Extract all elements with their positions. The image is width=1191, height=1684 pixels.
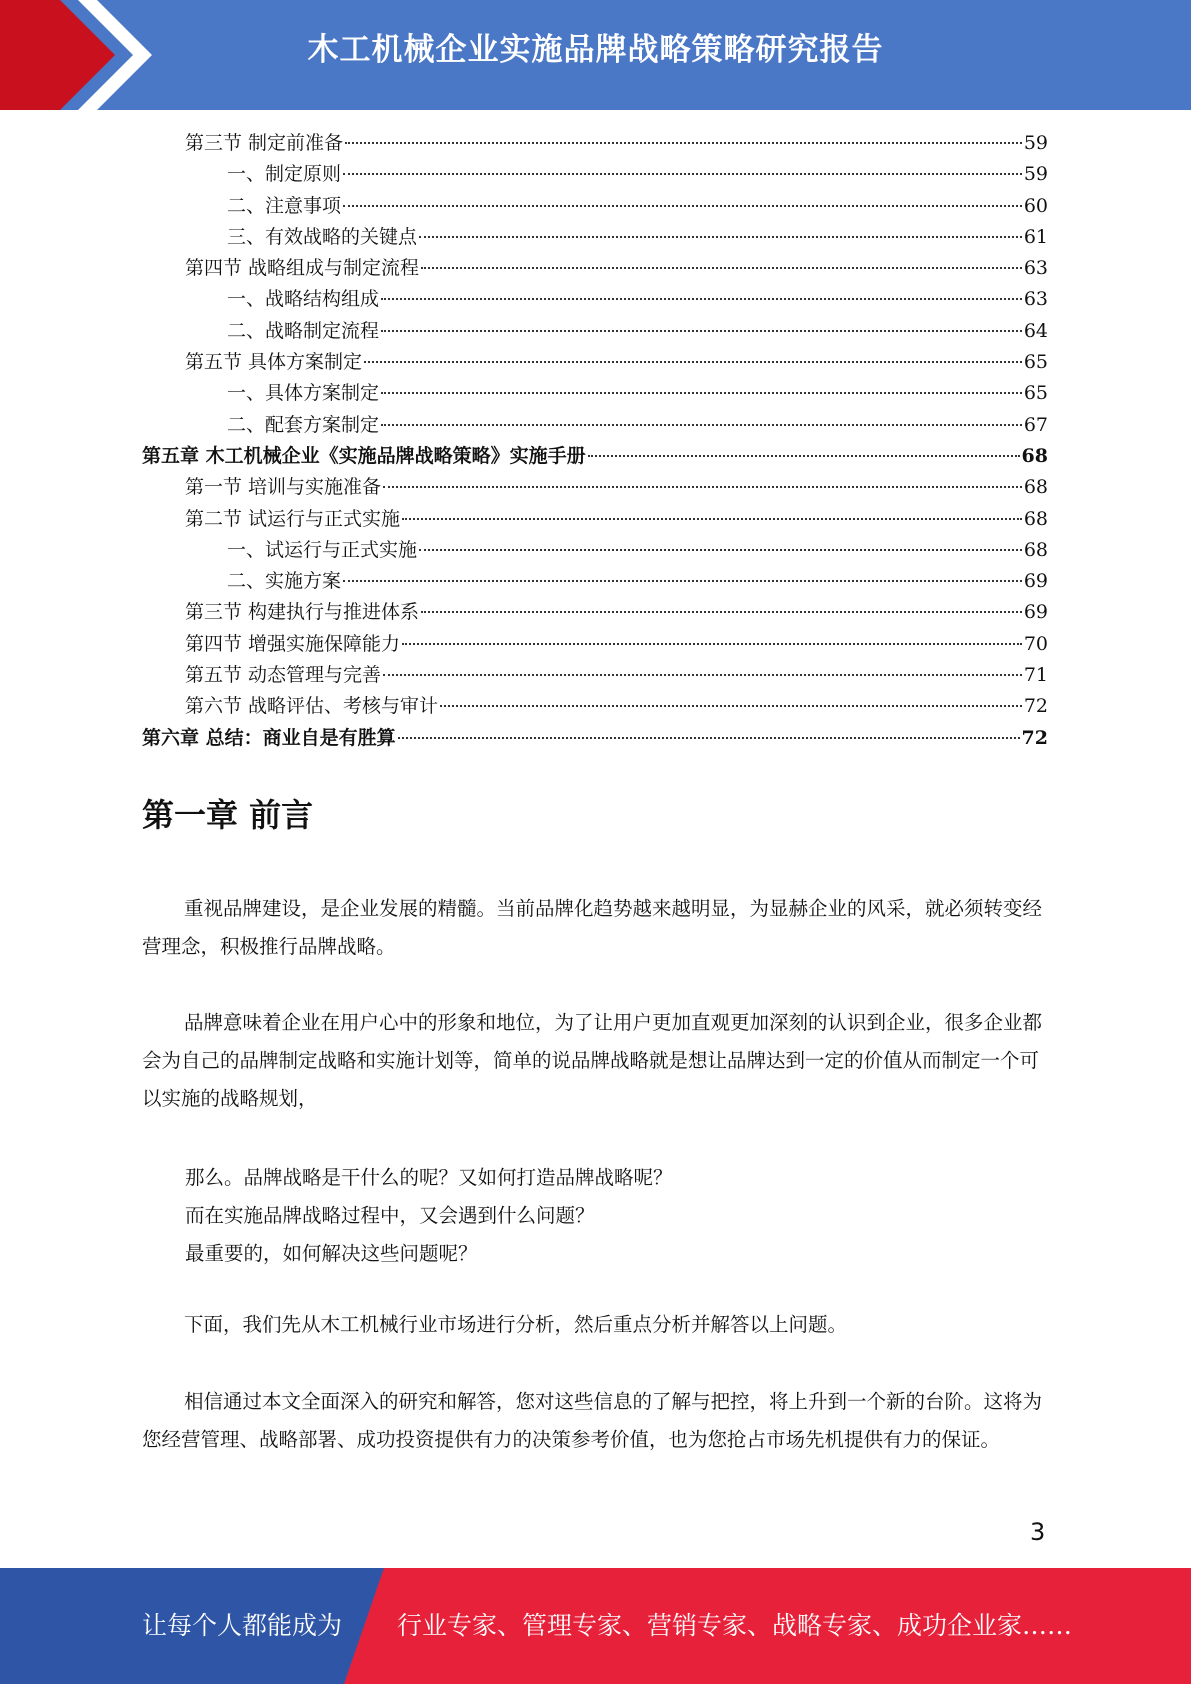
toc-dot-leader (381, 298, 1022, 300)
toc-entry-title: 第三节 构建执行与推进体系 (185, 601, 420, 624)
toc-dot-leader (402, 518, 1022, 520)
table-of-contents (142, 128, 1048, 754)
toc-entry-title: 二、实施方案 (227, 570, 342, 593)
toc-entry-page: 65 (1023, 351, 1048, 374)
paragraph-4: 相信通过本文全面深入的研究和解答，您对这些信息的了解与把控，将上升到一个新的台阶。这将为您经营管理、战略部署、成功投资提供有力的决策参考价值，也为您抢占市场先机提供有力的保证。 (142, 1390, 1043, 1451)
toc-entry[interactable] (142, 660, 1048, 691)
toc-entry[interactable] (142, 128, 1048, 159)
toc-entry-title: 二、战略制定流程 (227, 319, 380, 342)
toc-entry-page: 63 (1023, 257, 1048, 280)
toc-dot-leader (419, 549, 1022, 551)
toc-entry[interactable] (142, 441, 1048, 472)
toc-entry-title: 一、制定原则 (227, 163, 342, 186)
toc-entry[interactable] (142, 222, 1048, 253)
toc-entry-page: 72 (1021, 726, 1048, 749)
toc-entry-page: 72 (1023, 695, 1048, 718)
toc-entry-page: 71 (1023, 664, 1048, 687)
toc-entry[interactable] (142, 472, 1048, 503)
toc-dot-leader (588, 455, 1020, 457)
toc-entry-page: 68 (1023, 538, 1048, 561)
toc-dot-leader (419, 236, 1022, 238)
toc-dot-leader (402, 643, 1022, 645)
toc-dot-leader (343, 580, 1022, 582)
page-header (0, 0, 1191, 110)
toc-entry-page: 69 (1023, 570, 1048, 593)
toc-entry-page: 59 (1023, 132, 1048, 154)
toc-dot-leader (381, 424, 1022, 426)
toc-entry-page: 68 (1023, 507, 1048, 530)
toc-entry-page: 59 (1023, 163, 1048, 186)
toc-dot-leader (381, 392, 1022, 394)
toc-entry-page: 64 (1023, 319, 1048, 342)
toc-dot-leader (343, 205, 1022, 207)
toc-entry-title: 第五节 具体方案制定 (185, 351, 363, 374)
toc-entry-page: 61 (1023, 225, 1048, 248)
document-title: 木工机械企业实施品牌战略策略研究报告 (307, 32, 884, 68)
toc-entry[interactable] (142, 284, 1048, 315)
toc-entry-page: 69 (1023, 601, 1048, 624)
toc-entry[interactable] (142, 378, 1048, 409)
toc-entry[interactable] (142, 191, 1048, 222)
toc-entry-title: 一、具体方案制定 (227, 382, 380, 405)
paragraph-3: 下面，我们先从木工机械行业市场进行分析，然后重点分析并解答以上问题。 (184, 1313, 848, 1336)
toc-entry-title: 第二节 试运行与正式实施 (185, 507, 401, 530)
toc-entry[interactable] (142, 535, 1048, 566)
question-line-3: 最重要的，如何解决这些问题呢？ (185, 1242, 478, 1265)
page-footer (0, 1568, 1191, 1684)
toc-dot-leader (364, 361, 1022, 363)
toc-entry-page: 68 (1021, 444, 1048, 467)
toc-entry[interactable] (142, 347, 1048, 378)
toc-dot-leader (381, 330, 1022, 332)
toc-entry-title: 二、配套方案制定 (227, 413, 380, 436)
toc-entry-title: 第四节 战略组成与制定流程 (185, 257, 420, 280)
toc-dot-leader (421, 611, 1022, 613)
toc-entry-title: 第六节 战略评估、考核与审计 (185, 695, 439, 718)
toc-entry-title: 第三节 制定前准备 (185, 132, 344, 154)
toc-entry-title: 三、有效战略的关键点 (227, 225, 418, 248)
toc-entry-title: 第六章 总结：商业自是有胜算 (142, 726, 396, 749)
toc-entry-page: 67 (1023, 413, 1048, 436)
toc-entry[interactable] (142, 597, 1048, 628)
toc-dot-leader (383, 674, 1022, 676)
question-line-2: 而在实施品牌战略过程中，又会遇到什么问题？ (185, 1204, 595, 1227)
question-line-1: 那么。品牌战略是干什么的呢？又如何打造品牌战略呢？ (185, 1166, 673, 1189)
toc-dot-leader (421, 267, 1022, 269)
toc-dot-leader (345, 142, 1022, 144)
toc-dot-leader (343, 173, 1022, 175)
paragraph-2: 品牌意味着企业在用户心中的形象和地位，为了让用户更加直观更加深刻的认识到企业，很多企业都会为自己的品牌制定战略和实施计划等，简单的说品牌战略就是想让品牌达到一定的价值从而制定一个可以实施的战略规划， (142, 1011, 1043, 1110)
toc-entry-title: 第一节 培训与实施准备 (185, 476, 382, 499)
footer-slogan-right: 行业专家、管理专家、营销专家、战略专家、成功企业家…… (397, 1611, 1073, 1640)
toc-entry[interactable] (142, 316, 1048, 347)
toc-entry-title: 第五节 动态管理与完善 (185, 664, 382, 687)
toc-entry-title: 一、战略结构组成 (227, 288, 380, 311)
toc-entry-page: 65 (1023, 382, 1048, 405)
toc-entry-title: 一、试运行与正式实施 (227, 538, 418, 561)
toc-entry-title: 第四节 增强实施保障能力 (185, 632, 401, 655)
toc-entry-page: 70 (1023, 632, 1048, 655)
paragraph-1: 重视品牌建设，是企业发展的精髓。当前品牌化趋势越来越明显，为显赫企业的风采，就必须转变经营理念，积极推行品牌战略。 (142, 897, 1043, 958)
toc-entry-title: 二、注意事项 (227, 194, 342, 217)
toc-entry[interactable] (142, 410, 1048, 441)
toc-entry-page: 60 (1023, 194, 1048, 217)
toc-entry[interactable] (142, 566, 1048, 597)
toc-entry[interactable] (142, 253, 1048, 284)
toc-entry[interactable] (142, 159, 1048, 190)
chapter-heading: 第一章 前言 (142, 796, 314, 834)
toc-dot-leader (398, 737, 1020, 739)
toc-entry-page: 63 (1023, 288, 1048, 311)
toc-dot-leader (383, 486, 1022, 488)
toc-entry[interactable] (142, 723, 1048, 754)
toc-dot-leader (440, 705, 1022, 707)
toc-entry[interactable] (142, 629, 1048, 660)
toc-entry[interactable] (142, 504, 1048, 535)
toc-entry[interactable] (142, 691, 1048, 722)
page-number: 3 (1030, 1518, 1046, 1546)
footer-slogan-left: 让每个人都能成为 (142, 1611, 343, 1640)
toc-entry-page: 68 (1023, 476, 1048, 499)
toc-entry-title: 第五章 木工机械企业《实施品牌战略策略》实施手册 (142, 444, 586, 467)
